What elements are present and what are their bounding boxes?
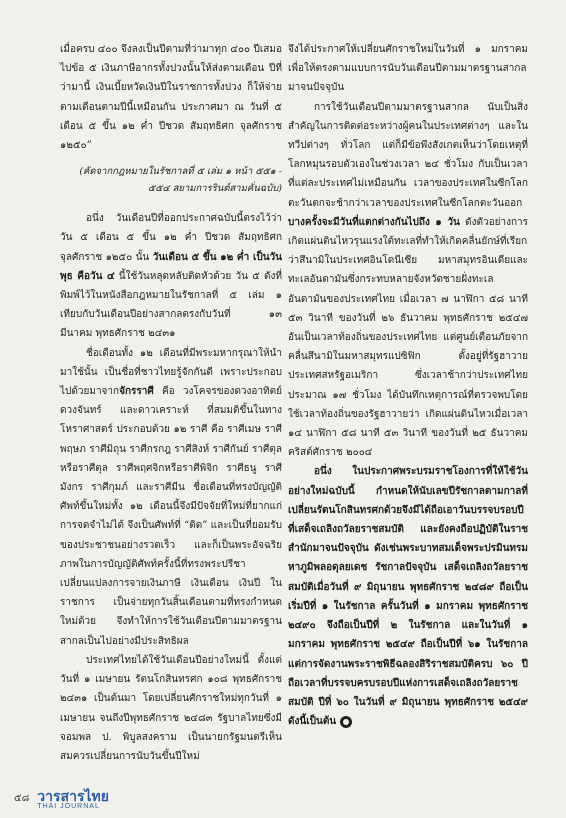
body-paragraph-bold: อนึ่ง ในประกาศพระบรมราชโองการที่ให้ใช้วันอย่างใหม่ฉบับนี้ กำหนดให้นับเลขปีรัชกาลตามกาลที่เปลี่ยนรัตนโกสินทรศกด้วยจึงมีได้ถือเอาวันบรรจบรอบปีที่เสด็จเถลิงถวัลยราชสมบัติ และยังคงถือปฏิบัติในราชสำนักมาจนปัจจุบัน ดังเช่นพระบาทสมเด็จพระปรมินทรมหาภูมิพลอดุลยเดช รัชกาลปัจจุบัน เสด็จเถลิงถวัลยราชสมบัติเมื่อวันที่ ๙ มิถุนายน พุทธศักราช ๒๔๘๙ ถือเป็นเริ่มปีที่ ๑ ในรัชกาล ครั้นวันที่ ๑ มกราคม พุทธศักราช ๒๔๙๐ จึงถือเป็นปีที่ ๒ ในรัชกาล และในวันที่ ๑ มกราคม พุทธศักราช ๒๕๔๙ ถือเป็นปีที่ ๖๑ ในรัชกาล แต่การจัดงานพระราชพิธีฉลองสิริราชสมบัติครบ ๖๐ ปี ถือเวลาที่บรรจบครบรอบปีแห่งการเสด็จเถลิงถวัลยราชสมบัติ ปีที่ ๖๐ ในวันที่ ๙ มิถุนายน พุทธศักราช ๒๕๔๙ ดังนี้เป็นต้น	[288, 466, 528, 728]
end-mark-icon	[340, 716, 352, 728]
emphasis-text: บางครั้งจะมีวันที่แตกต่างกันไปถึง ๑ วัน	[288, 216, 460, 228]
body-paragraph: เมื่อครบ ๔๐๐ จึงลงเป็นปีตามที่ว่ามาทุก ๔๐๐ ปีเสมอไปข้อ ๕ เงินภาษีอากรทั้งปวงนั้นให้ส่งตามเดือน ปีที่ว่ามานี้ เงินเบี้ยหวัดเงินปีในราชการทั้งปวง ก็ให้จ่ายตามเดือนตามปีนี้เหมือนกัน ประกาศมา ณ วันที่ ๕ เดือน ๕ ขึ้น ๑๒ ค่ำ ปีชวด สัมฤทธิศก จุลศักราช ๑๒๕๐”	[60, 44, 282, 152]
logo-subtitle: THAI JOURNAL	[37, 803, 100, 810]
body-paragraph: ชื่อเดือนทั้ง ๑๒ เดือนที่มีพระมหากรุณาให้นำมาใช้นั้น เป็นชื่อที่ชาวไทยรู้จักกันดี เพราะประกอบไปด้วยมาจากจักรราศี คือ วงโคจรของดวงอาทิตย์ ดวงจันทร์ และดาวเคราะห์ ที่สมมติขึ้นในทางโหราศาสตร์ ประกอบด้วย ๑๒ ราศี คือ ราศีเมษ ราศีพฤษภ ราศีมิถุน ราศีกรกฎ ราศีสิงห์ ราศีกันย์ ราศีตุลหรือราศีตุล ราศีพฤศจิกหรือราศีพิจิก ราศีธนู ราศีมังกร ราศีกุมภ์ และราศีมีน ชื่อเดือนที่ทรงบัญญัติศัพท์ขึ้นใหม่ทั้ง ๑๒ เดือนนี้จึงมีปัจจัยที่ใหม่ที่ยากแก่การจดจำไม่ได้ จึงเป็นศัพท์ที่ “ติด” และเป็นที่ยอมรับของประชาชนอย่างรวดเร็ว และก็เป็นพระอัจฉริยภาพในการบัญญัติศัพท์ครั้งนี้ที่ทรงพระปรีชาเปลี่ยนแปลงการจายเงินภาษี เงินเดือน เงินปี ในราชการ เป็นจ่ายทุกวันสิ้นเดือนตามที่ทรงกำหนดใหม่ด้วย จึงทำให้การใช้วันเดือนปีตามมาตรฐานสากลเป็นไปอย่างมีประสิทธิผล	[60, 347, 282, 647]
emphasis-text: วันเดือน ๕ ขึ้น ๑๒ ค่ำ เป็นวันพุธ คือวัน ๔	[60, 251, 282, 282]
body-paragraph: ประเทศไทยได้ใช้วันเดือนปีอย่างใหม่นี้ ตั้งแต่วันที่ ๑ เมษายน รัตนโกสินทรศก ๑๐๘ พุทธศักราช ๒๔๓๑ เป็นต้นมา โดยเปลี่ยนศักราชใหม่ทุกวันที่ ๑ เมษายน จนถึงปีพุทธศักราช ๒๔๘๓ รัฐบาลไทยซึ่งมีจอมพล ป. พิบูลสงคราม เป็นนายกรัฐมนตรีเห็นสมควรเปลี่ยนการนับวันขึ้นปีใหม่	[60, 654, 282, 762]
source-citation: (คัดจากกฎหมายในรัชกาลที่ ๕ เล่ม ๑ หน้า ๕๕๑ - ๕๕๔ สยามการรินต์สามคั่นฉบับ)	[79, 166, 282, 195]
body-paragraph: อนึ่ง วันเดือนปีที่ออกประกาศฉบับนี้ตรงไว้ว่า วัน ๕ เดือน ๕ ขึ้น ๑๒ ค่ำ ปีชวด สัมฤทธิศก จุลศักราช ๑๒๕๐ นั้น วันเดือน ๕ ขึ้น ๑๒ ค่ำ เป็นวันพุธ คือวัน ๔ นี้ใช้วันหลุดหลับติดหัวด้วย วัน ๕ ดังที่พิมพ์ไว้ในหนังสือกฎหมายในรัชกาลที่ ๕ เล่ม ๑ เทียบกับวันเดือนปีอย่างสากลตรงกับวันที่ ๑๓ มีนาคม พุทธศักราช ๒๔๓๑	[60, 213, 282, 340]
emphasis-text: จักรราศี	[119, 386, 154, 398]
logo-title: วารสารไทย	[37, 788, 109, 804]
right-column	[288, 40, 528, 731]
page-footer	[14, 789, 109, 810]
page-number: ๕๘	[14, 793, 30, 804]
left-column	[60, 40, 282, 766]
body-paragraph: จึงได้ประกาศให้เปลี่ยนศักราชใหม่ในวันที่ ๑ มกราคมเพื่อให้ตรงตามแบบการนับวันเดือนปีตามมาตรฐานสากลมาจนปัจจุบัน	[288, 44, 528, 94]
body-paragraph: การใช้วันเดือนปีตามมาตรฐานสากล นับเป็นสิ่งสำคัญในการติดต่อระหว่างผู้คนในประเทศต่างๆ และในทวีปต่างๆ ทั่วโลก แต่ก็มีข้อพึงสังเกตเห็นว่าโดยเหตุที่โลกหมุนรอบตัวเองในช่วงเวลา ๒๔ ชั่วโมง กับเป็นเวลาที่แต่ละประเทศไม่เหมือนกัน เวลาของประเทศในซีกโลกตะวันตกจะช้ากว่าเวลาของประเทศในซีกโลกตะวันออก บางครั้งจะมีวันที่แตกต่างกันไปถึง ๑ วัน ดังตัวอย่างการเกิดแผ่นดินไหวรุนแรงใต้ทะเลที่ทำให้เกิดคลื่นยักษ์ที่เรียกว่าสึนามิในประเทศอินโดนีเซีย มหาสมุทรอินเดียและทะเลอันดามันซึ่งกระทบหลายจังหวัดชายฝั่งทะเลอันดามันของประเทศไทย เมื่อเวลา ๗ นาฬิกา ๕๘ นาที ๕๓ วินาที ของวันที่ ๒๖ ธันวาคม พุทธศักราช ๒๕๔๗ อันเป็นเวลาท้องถิ่นของประเทศไทย แต่ศูนย์เตือนภัยจากคลื่นสึนามิในมหาสมุทรแปซิฟิก ตั้งอยู่ที่รัฐฮาวาย ประเทศสหรัฐอเมริกา ซึ่งเวลาช้ากว่าประเทศไทยประมาณ ๑๗ ชั่วโมง ได้บันทึกเหตุการณ์ที่ตรวจพบโดยใช้เวลาท้องถิ่นของรัฐฮาวายว่า เกิดแผ่นดินไหวเมื่อเวลา ๑๔ นาฬิกา ๕๘ นาที ๕๓ วินาที ของวันที่ ๒๕ ธันวาคม คริสต์ศักราช ๒๐๐๔	[288, 101, 529, 459]
journal-logo	[37, 789, 109, 810]
